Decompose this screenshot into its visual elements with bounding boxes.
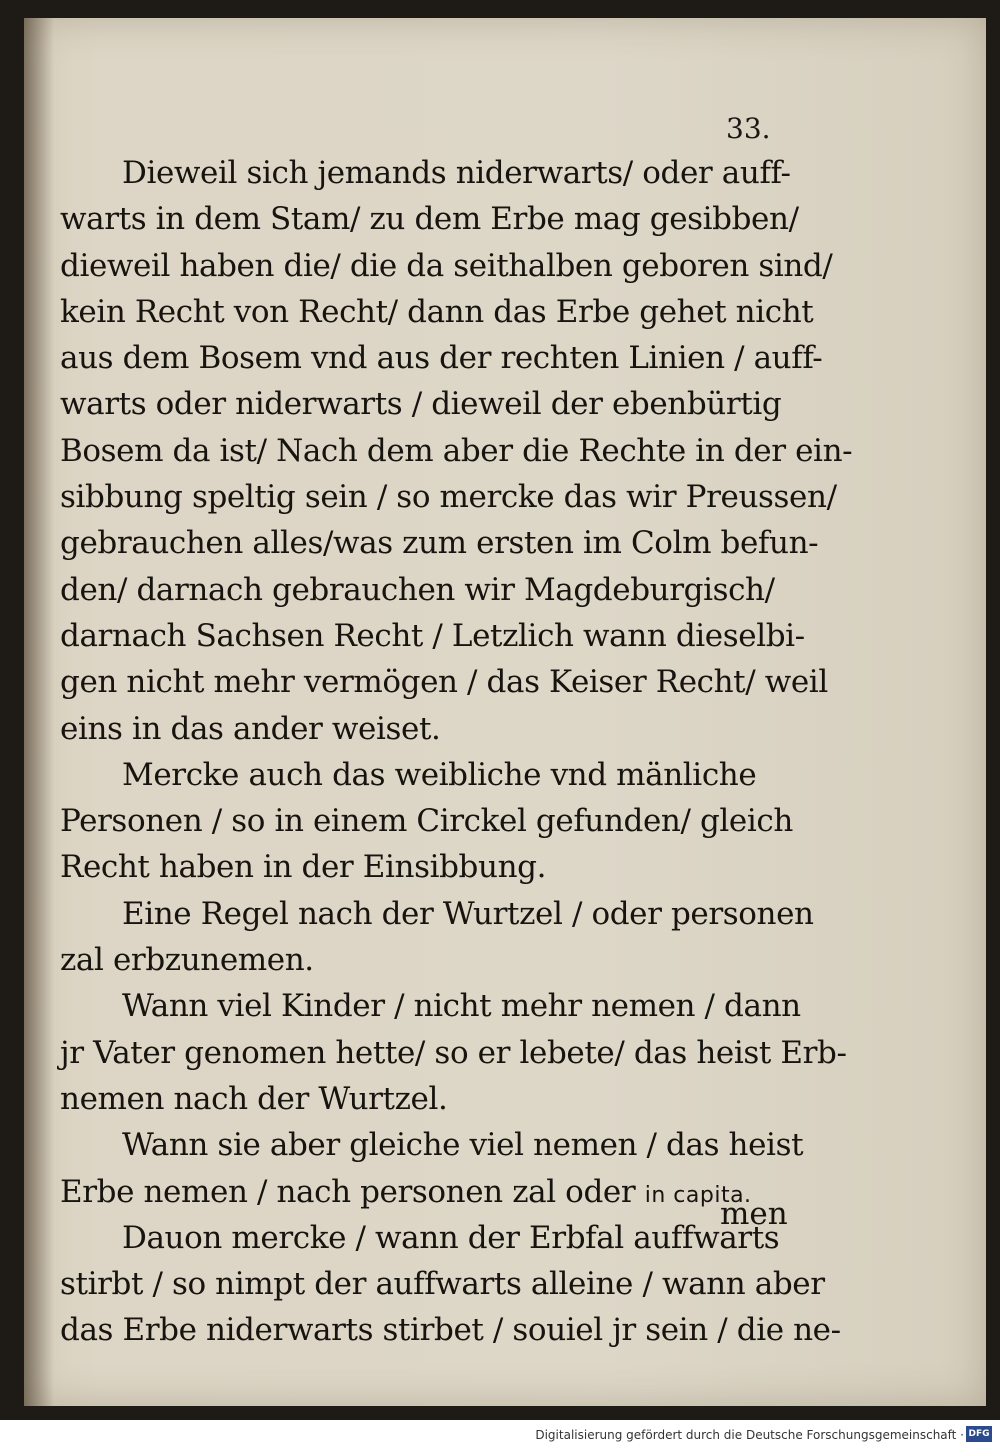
text-line: Mercke auch das weibliche vnd mänliche xyxy=(122,756,757,793)
latin-phrase: in capita. xyxy=(644,1182,752,1208)
text-line: gebrauchen alles/was zum ersten im Colm befun- xyxy=(60,525,819,562)
page-gutter-shadow xyxy=(24,18,54,1406)
section-heading: Eine Regel nach der Wurtzel / oder personen xyxy=(122,895,814,932)
text-line: darnach Sachsen Recht / Letzlich wann dieselbi- xyxy=(60,617,805,654)
text-line: Dieweil sich jemands niderwarts/ oder auff- xyxy=(122,155,791,191)
text-line: Bosem da ist/ Nach dem aber die Rechte in der ein- xyxy=(60,432,853,469)
section-heading-cont: zal erbzunemen. xyxy=(60,942,314,979)
text-line: Wann sie aber gleiche viel nemen / das heist xyxy=(122,1127,804,1164)
text-line: das Erbe niderwarts stirbet / souiel jr sein / die ne- xyxy=(60,1312,841,1349)
text-line: jr Vater genomen hette/ so er lebete/ das heist Erb- xyxy=(60,1034,847,1071)
text-segment: Erbe nemen / nach personen zal oder xyxy=(60,1173,636,1210)
text-line: kein Recht von Recht/ dann das Erbe gehet nicht xyxy=(60,293,814,330)
text-line: Dauon mercke / wann der Erbfal auffwarts xyxy=(122,1219,780,1256)
text-line: warts in dem Stam/ zu dem Erbe mag gesibben/ xyxy=(60,201,799,238)
text-line: sibbung speltig sein / so mercke das wir Preussen/ xyxy=(60,479,837,516)
dfg-logo: DFG xyxy=(966,1426,992,1442)
text-line: stirbt / so nimpt der auffwarts alleine / wann aber xyxy=(60,1266,825,1303)
page-number: 33. xyxy=(726,112,771,145)
catchword: men xyxy=(720,1196,788,1232)
text-line: Recht haben in der Einsibbung. xyxy=(60,849,547,886)
text-line-with-latin xyxy=(60,1169,790,1215)
text-line: dieweil haben die/ die da seithalben geboren sind/ xyxy=(60,247,833,284)
text-line: den/ darnach gebrauchen wir Magdeburgisch/ xyxy=(60,571,775,608)
footer-credit: Digitalisierung gefördert durch die Deutsche Forschungsgemeinschaft · xyxy=(535,1428,964,1442)
text-line: nemen nach der Wurtzel. xyxy=(60,1080,448,1117)
text-line: gen nicht mehr vermögen / das Keiser Recht/ weil xyxy=(60,664,828,701)
text-line: Wann viel Kinder / nicht mehr nemen / dann xyxy=(122,988,801,1025)
text-line: warts oder niderwarts / dieweil der ebenbürtig xyxy=(60,386,782,423)
body-text xyxy=(60,150,853,1354)
text-line: aus dem Bosem vnd aus der rechten Linien / auff- xyxy=(60,340,823,377)
text-line: Personen / so in einem Circkel gefunden/ gleich xyxy=(60,803,793,840)
text-line: eins in das ander weiset. xyxy=(60,710,441,747)
